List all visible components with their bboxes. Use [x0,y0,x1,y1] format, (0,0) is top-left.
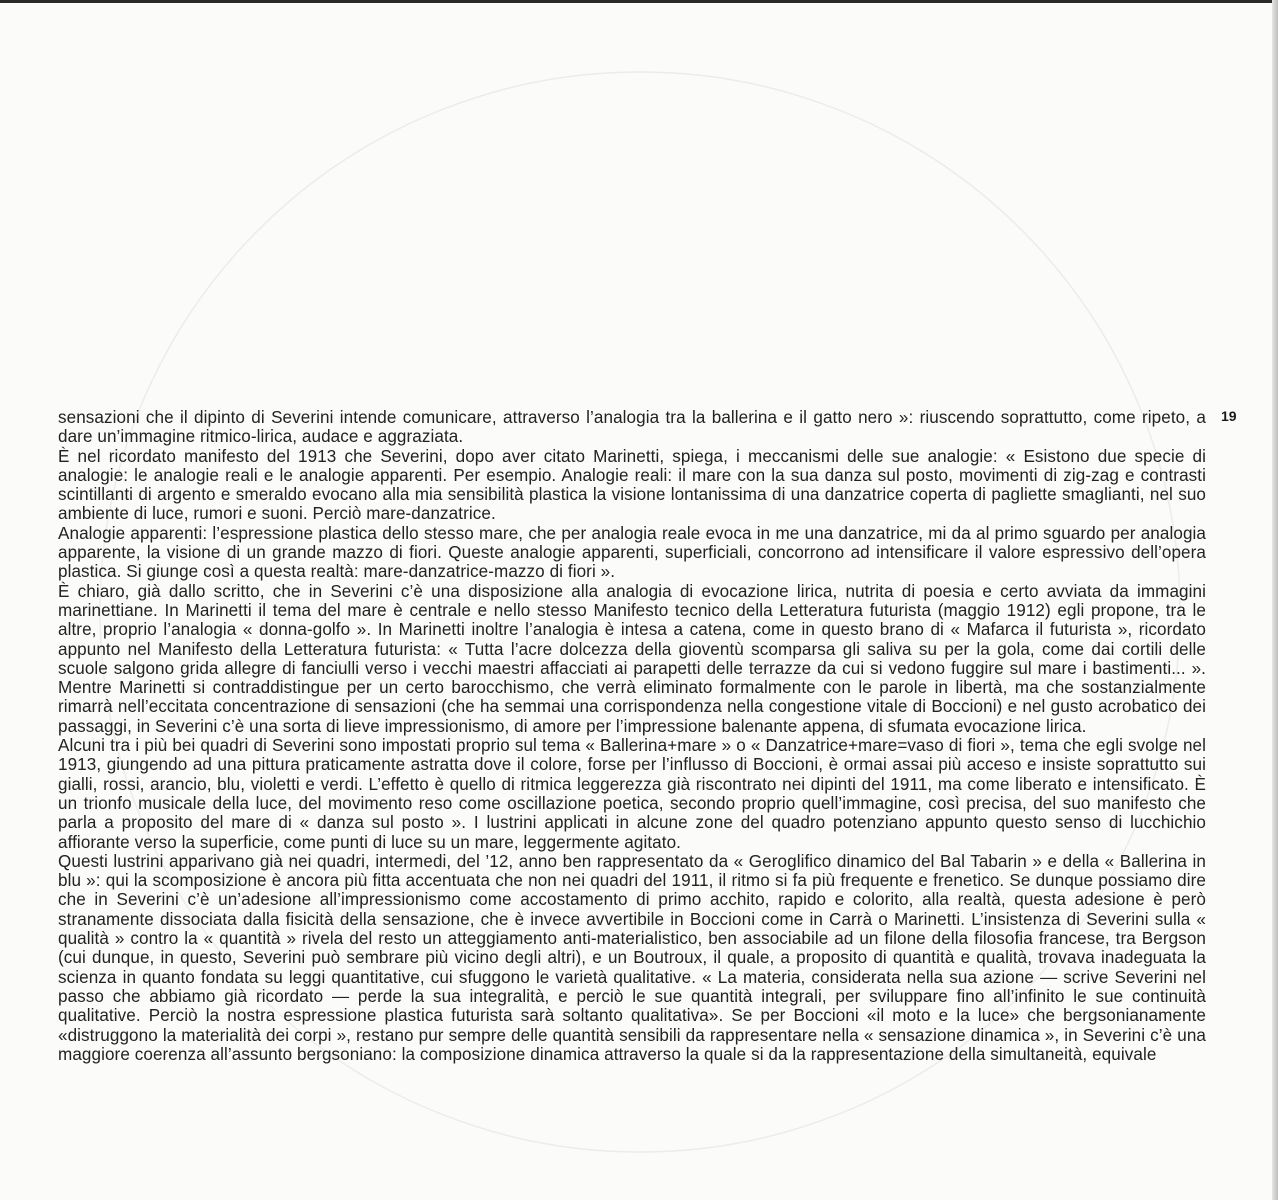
paragraph: Alcuni tra i più bei quadri di Severini sono impostati proprio sul tema « Ballerina+mare » o « Danzatrice+mare=vaso di fiori », tema che egli svolge nel 1913, giungendo ad una pittura praticamente astratta dove il colore, forse per l’influsso di Boccioni, è ormai assai più acceso e insiste soprattutto sui gialli, rossi, arancio, blu, violetti e verdi. L’effetto è quello di ritmica leggerezza già riscontrato nei dipinti del 1911, ma come liberato e intensificato. È un trionfo musicale della luce, del movimento reso come oscillazione poetica, secondo proprio quell’immagine, così precisa, del suo manifesto che parla a proposito del mare di « danza sul posto ». I lustrini applicati in alcune zone del quadro potenziano appunto questo senso di lucchichio affiorante verso la superficie, come punti di luce su un mare, leggermente agitato. [58,736,1206,852]
page-number: 19 [1221,408,1237,424]
paragraph: Analogie apparenti: l’espressione plastica dello stesso mare, che per analogia reale evoca in me una danzatrice, mi da al primo sguardo per analogia apparente, la visione di un grande mazzo di fiori. Queste analogie apparenti, superficiali, concorrono ad intensificare il valore espressivo dell’opera plastica. Si giunge così a questa realtà: mare-danzatrice-mazzo di fiori ». [58,523,1206,582]
page-edge-shadow [1272,0,1278,1200]
paragraph: sensazioni che il dipinto di Severini intende comunicare, attraverso l’analogia tra la ballerina e il gatto nero »: riuscendo soprattutto, come ripeto, a dare un’immagine ritmico-lirica, audace e aggraziata. [58,408,1206,447]
paragraph: Questi lustrini apparivano già nei quadri, intermedi, del ’12, anno ben rappresentato da « Geroglifico dinamico del Bal Tabarin » e della « Ballerina in blu »: qui la scomposizione è ancora più fitta accentuata che non nei quadri del 1911, il ritmo si fa più frequente e frenetico. Se dunque possiamo dire che in Severini c’è un’adesione all’impressionismo come accostamento di primo acchito, rapido e colorito, alla realtà, questa adesione è però stranamente dissociata dalla fisicità della sensazione, che è invece avvertibile in Boccioni come in Carrà o Marinetti. L’insistenza di Severini sulla « qualità » contro la « quantità » rivela del resto un atteggiamento anti-materialistico, ben associabile ad un filone della filosofia francese, tra Bergson (cui dunque, in questo, Severini può sembrare più vicino degli altri), e un Boutroux, il quale, a proposito di quantità e qualità, trovava inadeguata la scienza in quanto fondata su leggi quantitative, cui sfuggono le varietà qualitative. « La materia, considerata nella sua azione — scrive Severini nel passo che abbiamo già ricordato — perde la sua integralità, e perciò le sue quantità integrali, per sviluppare fino all’infinito le sue continuità qualitative. Perciò la nostra espressione plastica futurista sarà soltanto qualitativa». Se per Boccioni «il moto e la luce» che bergsonianamente «distruggono la materialità dei corpi », restano pur sempre delle quantità sensibili da rappresentare nella « sensazione dinamica », in Severini c’è una maggiore coerenza all’assunto bergsoniano: la composizione dinamica attraverso la quale si da la rappresentazione della simultaneità, equivale [58,851,1206,1064]
paragraph: È nel ricordato manifesto del 1913 che Severini, dopo aver citato Marinetti, spiega, i meccanismi delle sue analogie: « Esistono due specie di analogie: le analogie reali e le analogie apparenti. Per esempio. Analogie reali: il mare con la sua danza sul posto, movimenti di zig-zag e contrasti scintillanti di argento e smeraldo evocano alla mia sensibilità plastica la visione lontanissima di una danzatrice coperta di pagliette smaglianti, nel suo ambiente di luce, rumori e suoni. Perciò mare-danzatrice. [58,446,1206,524]
body-text [58,408,1206,1064]
paragraph: È chiaro, già dallo scritto, che in Severini c’è una disposizione alla analogia di evocazione lirica, nutrita di poesia e certo avviata da immagini marinettiane. In Marinetti il tema del mare è centrale e nello stesso Manifesto tecnico della Letteratura futurista (maggio 1912) egli propone, tra le altre, proprio l’analogia « donna-golfo ». In Marinetti inoltre l’analogia è intesa a catena, come in questo brano di « Mafarca il futurista », ricordato appunto nel Manifesto della Letteratura futurista: « Tutta l’acre dolcezza della gioventù scomparsa gli saliva su per la gola, come dai cortili delle scuole salgono grida allegre di fanciulli verso i vecchi maestri affacciati ai parapetti delle terrazze da cui si vedono fuggire sul mare i bastimenti... ». Mentre Marinetti si contraddistingue per un certo barocchismo, che verrà eliminato formalmente con le parole in libertà, ma che sostanzialmente rimarrà nell’eccitata concentrazione di sensazioni (che ha semmai una corrispondenza nella congestione vitale di Boccioni) e nel gusto acrobatico dei passaggi, in Severini c’è una sorta di lieve impressionismo, di amore per l’impressione balenante appena, di sfumata evocazione lirica. [58,581,1206,736]
